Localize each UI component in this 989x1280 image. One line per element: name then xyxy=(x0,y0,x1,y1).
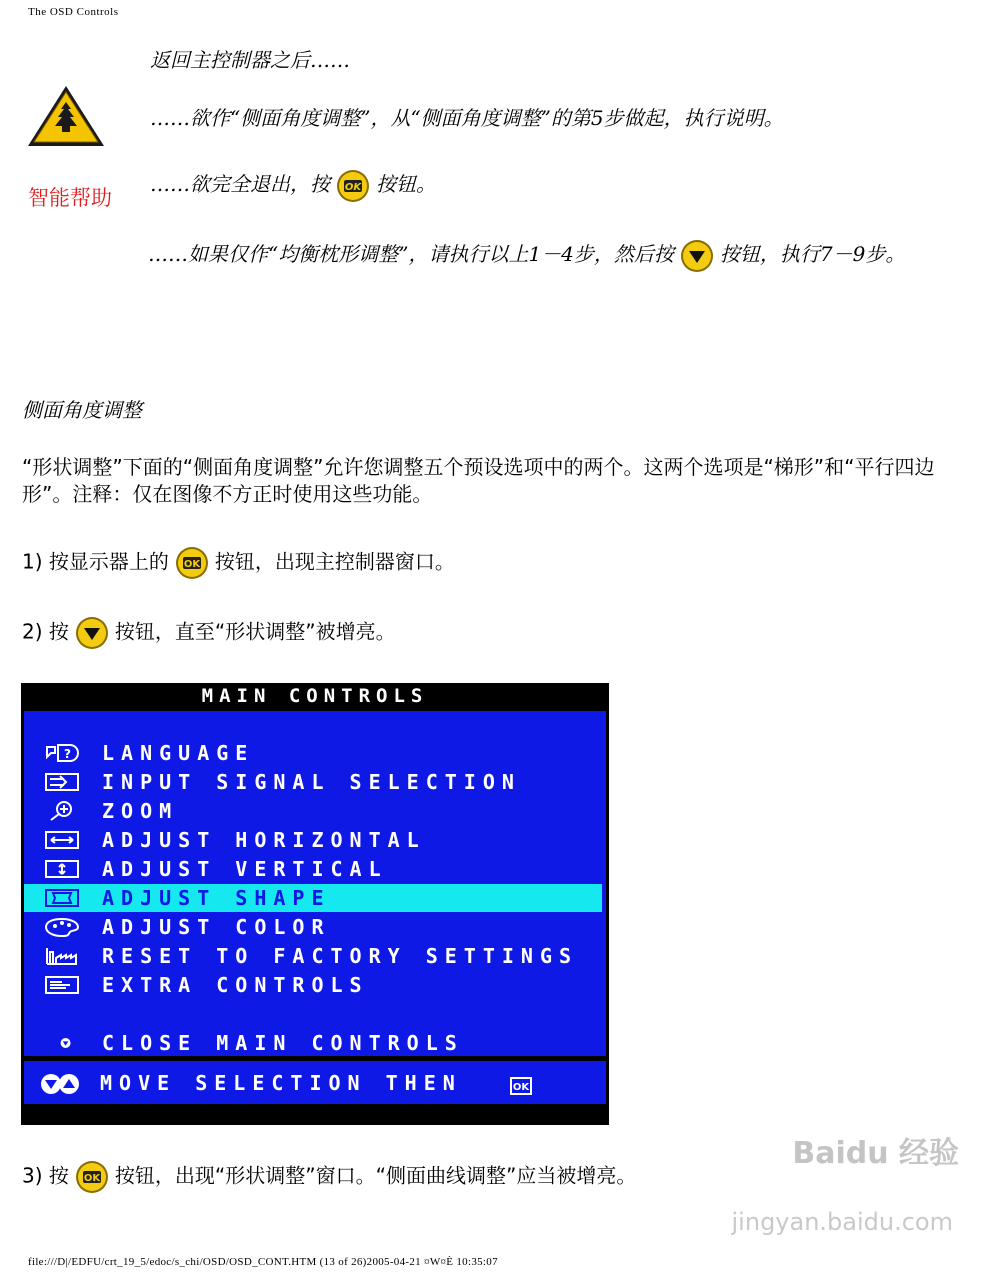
step-3-suffix: 按钮，出现“形状调整”窗口。“侧面曲线调整”应当被增亮。 xyxy=(114,1163,637,1188)
help-paragraph-3-text: ……欲完全退出，按 xyxy=(150,172,330,196)
svg-text:?: ? xyxy=(64,747,78,761)
help-paragraph-3-suffix: 按钮。 xyxy=(376,172,436,196)
step-3-text: 3) 按 xyxy=(22,1163,69,1188)
watermark-url: jingyan.baidu.com xyxy=(731,1208,953,1236)
step-2 xyxy=(22,616,396,650)
osd-item-adjust-shape[interactable] xyxy=(24,884,602,912)
osd-item-label: EXTRA CONTROLS xyxy=(102,973,369,997)
osd-close-label: CLOSE MAIN CONTROLS xyxy=(102,1031,464,1055)
osd-menu-panel xyxy=(24,711,606,1056)
language-icon xyxy=(44,743,80,763)
ok-button-icon[interactable] xyxy=(336,169,370,203)
osd-item-adjust-color[interactable] xyxy=(24,913,602,941)
watermark-brand: Baidu 经验 xyxy=(792,1136,959,1171)
section-title: 侧面角度调整 xyxy=(22,398,142,422)
osd-item-label: ZOOM xyxy=(102,799,179,823)
zoom-icon xyxy=(44,801,80,821)
osd-item-reset-factory[interactable] xyxy=(24,942,602,970)
help-paragraph-4-text: ……如果仅作“均衡枕形调整”，请执行以上1－4步，然后按 xyxy=(148,242,674,266)
svg-text:OK: OK xyxy=(83,1173,101,1184)
ok-button-icon[interactable] xyxy=(75,1160,109,1194)
osd-item-zoom[interactable] xyxy=(24,797,602,825)
osd-item-label: LANGUAGE xyxy=(102,741,255,765)
warning-sign-icon xyxy=(26,84,106,148)
osd-footer-bar xyxy=(24,1061,606,1104)
osd-item-label: ADJUST HORIZONTAL xyxy=(102,828,426,852)
horizontal-arrows-icon xyxy=(44,830,80,850)
osd-title: MAIN CONTROLS xyxy=(201,685,429,707)
vertical-arrows-icon xyxy=(44,859,80,879)
help-paragraph-2: ……欲作“侧面角度调整”，从“侧面角度调整”的第5步做起，执行说明。 xyxy=(150,106,784,130)
step-2-text: 2) 按 xyxy=(22,619,69,644)
step-3 xyxy=(22,1160,636,1194)
down-button-icon[interactable] xyxy=(75,616,109,650)
svg-text:OK: OK xyxy=(183,559,201,570)
help-paragraph-4 xyxy=(148,238,938,273)
osd-footer-label: MOVE SELECTION THEN xyxy=(100,1071,462,1095)
osd-item-label: ADJUST COLOR xyxy=(102,915,331,939)
help-paragraph-1: 返回主控制器之后…… xyxy=(150,48,350,72)
step-2-suffix: 按钮，直至“形状调整”被增亮。 xyxy=(114,619,396,644)
osd-item-extra-controls[interactable] xyxy=(24,971,602,999)
osd-item-language[interactable] xyxy=(24,739,602,767)
down-circle-icon xyxy=(60,1033,80,1053)
ok-small-icon xyxy=(510,1077,532,1095)
osd-item-label: RESET TO FACTORY SETTINGS xyxy=(102,944,579,968)
down-button-icon[interactable] xyxy=(680,239,714,273)
help-paragraph-3 xyxy=(150,168,436,203)
palette-icon xyxy=(44,917,80,937)
osd-item-label: ADJUST SHAPE xyxy=(102,886,331,910)
step-1-suffix: 按钮，出现主控制器窗口。 xyxy=(214,549,455,574)
osd-item-adjust-vertical[interactable] xyxy=(24,855,602,883)
osd-item-input-signal[interactable] xyxy=(24,768,602,796)
svg-text:OK: OK xyxy=(344,181,362,193)
page-header: The OSD Controls xyxy=(28,6,119,18)
smart-help-label: 智能帮助 xyxy=(28,186,112,210)
down-up-arrows-icon xyxy=(40,1073,80,1095)
input-signal-icon xyxy=(44,772,80,792)
step-1-text: 1) 按显示器上的 xyxy=(22,549,169,574)
osd-item-label: ADJUST VERTICAL xyxy=(102,857,388,881)
page-footer: file:///D|/EDFU/crt_19_5/edoc/s_chi/OSD/OSD_CONT.HTM (13 of 26)2005-04-21 ¤W¤È 10:35:07 xyxy=(28,1256,498,1268)
section-intro: “形状调整”下面的“侧面角度调整”允许您调整五个预设选项中的两个。这两个选项是“梯形”和“平行四边形”。注释：仅在图像不方正时使用这些功能。 xyxy=(22,455,935,506)
osd-main-controls xyxy=(21,683,609,1125)
step-1 xyxy=(22,546,455,580)
svg-text:OK: OK xyxy=(512,1082,530,1093)
shape-icon xyxy=(44,888,80,908)
ok-button-icon[interactable] xyxy=(175,546,209,580)
osd-item-adjust-horizontal[interactable] xyxy=(24,826,602,854)
osd-item-label: INPUT SIGNAL SELECTION xyxy=(102,770,521,794)
extra-controls-icon xyxy=(44,975,80,995)
factory-icon xyxy=(44,946,80,966)
osd-item-close-main-controls[interactable] xyxy=(24,1029,602,1057)
help-paragraph-4-suffix: 按钮，执行7－9步。 xyxy=(719,242,906,266)
